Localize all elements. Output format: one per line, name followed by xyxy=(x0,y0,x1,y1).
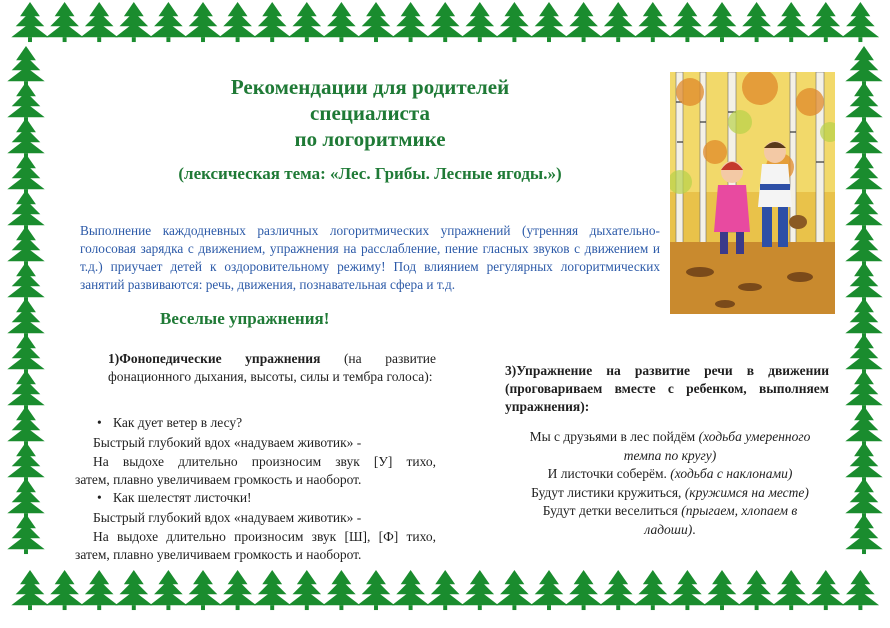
text-line: Быстрый глубокий вдох «надуваем животик» - xyxy=(93,510,362,525)
fir-tree-icon xyxy=(703,570,740,610)
fir-tree-icon xyxy=(7,262,44,302)
fir-tree-icon xyxy=(845,226,882,266)
movement-note: (ходьба с наклонами) xyxy=(670,466,793,481)
fir-tree-icon xyxy=(7,298,44,338)
fir-tree-icon xyxy=(184,570,221,610)
fir-tree-icon xyxy=(845,370,882,410)
page-title xyxy=(170,74,570,152)
fir-tree-icon xyxy=(845,406,882,446)
fir-tree-icon xyxy=(115,570,152,610)
fir-tree-icon xyxy=(738,2,775,42)
section1-heading-bold: 1)Фонопедические упражнения xyxy=(108,351,321,366)
poem-line: Будут листики кружиться, (кружимся на месте) xyxy=(531,484,809,500)
section1-heading xyxy=(108,350,436,386)
movement-note: (ходьба умеренного xyxy=(698,429,811,444)
fir-tree-icon xyxy=(634,2,671,42)
fir-tree-icon xyxy=(669,570,706,610)
lexical-topic: (лексическая тема: «Лес. Грибы. Лесные ягоды.») xyxy=(178,164,562,183)
poem-line xyxy=(500,447,840,466)
fir-tree-icon xyxy=(842,2,879,42)
fir-tree-icon xyxy=(7,478,44,518)
fir-tree-icon xyxy=(254,2,291,42)
fir-tree-icon xyxy=(461,570,498,610)
fir-tree-icon xyxy=(530,2,567,42)
fir-tree-icon xyxy=(219,2,256,42)
fir-tree-icon xyxy=(427,2,464,42)
fir-tree-icon xyxy=(288,2,325,42)
bullet-text: Как дует ветер в лесу? xyxy=(113,415,243,430)
fir-tree-icon xyxy=(669,2,706,42)
fir-tree-icon xyxy=(845,154,882,194)
section3-heading: 3)Упражнение на развитие речи в движении (проговариваем вместе с ребенком, выполняем упражнения): xyxy=(505,363,829,414)
fir-tree-icon xyxy=(600,570,637,610)
title-line-3: по логоритмике xyxy=(294,127,446,151)
fir-tree-icon xyxy=(7,334,44,374)
fir-tree-icon xyxy=(845,334,882,374)
fir-tree-icon xyxy=(150,570,187,610)
bullet-icon: • xyxy=(97,415,102,430)
fir-tree-icon xyxy=(11,570,48,610)
fir-tree-icon xyxy=(565,570,602,610)
fir-tree-icon xyxy=(11,2,48,42)
text-line: Быстрый глубокий вдох «надуваем животик» - xyxy=(93,435,362,450)
fir-tree-icon xyxy=(845,514,882,554)
fir-tree-icon xyxy=(845,298,882,338)
fir-tree-icon xyxy=(46,570,83,610)
exercises-heading: Веселые упражнения! xyxy=(160,309,330,328)
fir-tree-icon xyxy=(427,570,464,610)
fir-tree-icon xyxy=(773,2,810,42)
fir-tree-icon xyxy=(634,570,671,610)
fir-tree-icon xyxy=(845,442,882,482)
fir-tree-icon xyxy=(530,570,567,610)
bullet-text: Как шелестят листочки! xyxy=(113,490,252,505)
fir-tree-icon xyxy=(115,2,152,42)
movement-note: темпа по кругу) xyxy=(623,447,717,463)
fir-tree-icon xyxy=(7,190,44,230)
fir-tree-icon xyxy=(7,442,44,482)
fir-tree-icon xyxy=(565,2,602,42)
poem-line: И листочки соберём. (ходьба с наклонами) xyxy=(547,466,793,481)
poem-line: Будут детки веселиться (прыгаем, хлопаем в xyxy=(542,503,798,518)
fir-tree-icon xyxy=(254,570,291,610)
fir-tree-icon xyxy=(807,2,844,42)
title-line-1: Рекомендации для родителей xyxy=(230,75,510,99)
fir-tree-icon xyxy=(496,2,533,42)
bullet-icon: • xyxy=(97,490,102,505)
fir-tree-icon xyxy=(461,2,498,42)
fir-tree-icon xyxy=(150,2,187,42)
fir-tree-icon xyxy=(7,406,44,446)
movement-note: (кружимся на месте) xyxy=(684,484,809,500)
fir-tree-icon xyxy=(600,2,637,42)
fir-tree-icon xyxy=(46,2,83,42)
fir-tree-icon xyxy=(845,46,882,86)
fir-tree-icon xyxy=(323,570,360,610)
fir-tree-icon xyxy=(845,262,882,302)
text-line: На выдохе длительно произносим звук [У] тихо, xyxy=(93,454,436,469)
fir-tree-icon xyxy=(288,570,325,610)
fir-tree-icon xyxy=(219,570,256,610)
fir-tree-icon xyxy=(703,2,740,42)
fir-tree-icon xyxy=(7,46,44,86)
section1-heading-rest: (на развитие фонационного дыхания, высоты, силы и тембра голоса): xyxy=(108,351,436,384)
fir-tree-icon xyxy=(81,570,118,610)
fir-tree-icon xyxy=(496,570,533,610)
poem-line: Мы с друзьями в лес пойдём (ходьба умеренного xyxy=(529,429,811,444)
poem xyxy=(500,428,840,539)
fir-tree-icon xyxy=(7,514,44,554)
forest-children-illustration xyxy=(670,72,835,314)
fir-tree-icon xyxy=(842,570,879,610)
fir-tree-icon xyxy=(392,2,429,42)
bullet-item xyxy=(97,490,252,506)
poem-line: ладоши). xyxy=(644,521,696,537)
title-line-2: специалиста xyxy=(310,101,430,125)
fir-tree-icon xyxy=(81,2,118,42)
fir-tree-icon xyxy=(773,570,810,610)
fir-tree-icon xyxy=(323,2,360,42)
fir-tree-icon xyxy=(845,190,882,230)
text-line: На выдохе длительно произносим звук [Ш], [Ф] тихо, xyxy=(93,529,436,544)
fir-tree-icon xyxy=(845,478,882,518)
fir-tree-icon xyxy=(7,82,44,122)
fir-tree-icon xyxy=(392,570,429,610)
intro-paragraph: Выполнение каждодневных различных логоритмических упражнений (утренняя дыхательно-голосовая зарядка с движением, упражнения на расслабление, пение гласных звуков с движением и т.д.) приучает детей к оздоровительному режиму! Под влиянием регулярных логоритмических занятий развиваются: речь, движения, познавательная сфера и т.д. xyxy=(80,223,660,292)
text-line: затем, плавно увеличиваем громкость и наоборот. xyxy=(75,547,362,562)
fir-tree-icon xyxy=(7,154,44,194)
fir-tree-icon xyxy=(357,570,394,610)
fir-tree-icon xyxy=(7,226,44,266)
fir-tree-icon xyxy=(7,118,44,158)
fir-tree-icon xyxy=(7,370,44,410)
fir-tree-icon xyxy=(807,570,844,610)
movement-note: (прыгаем, хлопаем в xyxy=(681,503,798,518)
fir-tree-icon xyxy=(738,570,775,610)
fir-tree-icon xyxy=(845,118,882,158)
movement-note: ладоши) xyxy=(644,521,693,537)
fir-tree-icon xyxy=(357,2,394,42)
text-line: затем, плавно увеличиваем громкость и наоборот. xyxy=(75,472,362,487)
bullet-item xyxy=(97,415,242,431)
fir-tree-icon xyxy=(184,2,221,42)
fir-tree-icon xyxy=(845,82,882,122)
